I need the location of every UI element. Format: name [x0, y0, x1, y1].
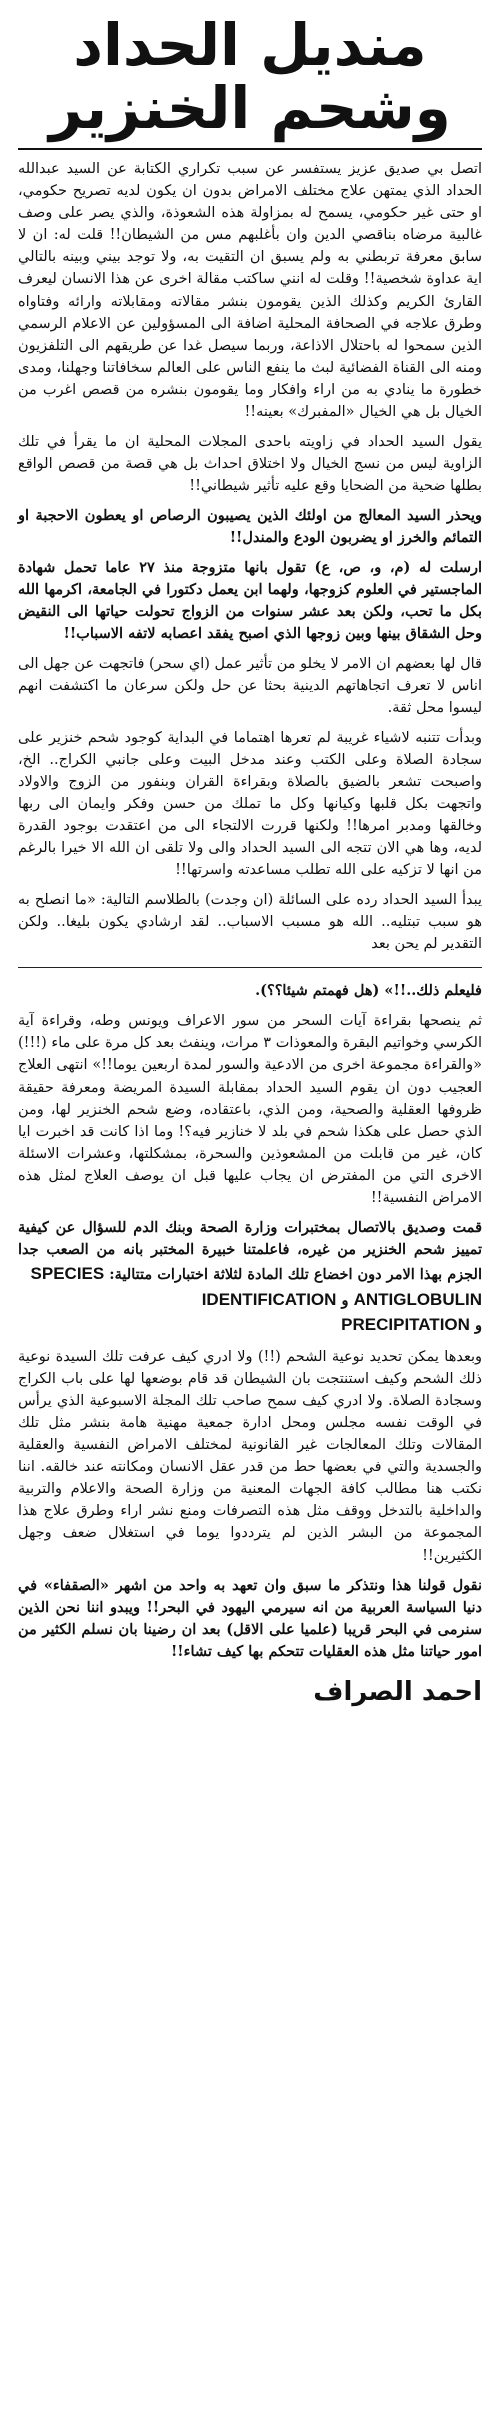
paragraph: ارسلت له (م، و، ص، ع) تقول بانها متزوجة منذ ٢٧ عاما تحمل شهادة الماجستير في العلوم كزوجها، ولهما ابن يعمل دكتورا في الجامعة، اكرمها الله بكل ما تحب، ولكن بعد عشر سنوات من الزواج تحولت حياتها الى النقيض وحل الشقاق بينها وبين زوجها الذي اصبح يفقد اعصابه لاتفه الاسباب!!: [18, 558, 482, 642]
paragraph: قال لها بعضهم ان الامر لا يخلو من تأثير عمل (اي سحر) فاتجهت عن جهل الى اناس لا تعرف اتجاهاتهم الدينية بحثا عن حل ولكن سرعان ما اكتشفت انهم ليسوا محل ثقة.: [18, 655, 482, 717]
test-antiglobulin: ANTIGLOBULIN: [353, 1289, 482, 1309]
test-identification: IDENTIFICATION: [201, 1289, 337, 1309]
paragraph: يقول السيد الحداد في زاويته باحدى المجلات المحلية ان ما يقرأ في تلك الزاوية ليس من نسج الخيال ولا اختلاق احداث بل هي قصة من قصص الواقع بطلها ضحية من الضحايا وقع عليه تأثير شيطاني!!: [18, 433, 482, 494]
headline-rule: [18, 148, 482, 150]
paragraph: وبدأت تتنبه لاشياء غريبة لم تعرها اهتماما في البداية كوجود شحم خنزير على سجادة الصلاة وعلى الكتب وعند مدخل البيت وعلى جانبي الكراج.. الخ، واصبحت تشعر بالضيق بالصلاة وبقراءة القران وبنفور من الزوج والاولاد واتجهت بكل قلبها وكيانها وكل ما تملك من حسن وفكر وايمان الى ربها وخالقها ومدبر امرها!! ولكنها قررت الالتجاء الى من اعتقدت بوجود القدرة لديه، وها هي الان تتجه الى السيد الحداد والى ولا تلقى ان الله الا خيرا بالرغم من انها لا تزكيه على الله تطلب مساعدته واسرتها!!: [18, 730, 482, 879]
paragraph: وبعدها يمكن تحديد نوعية الشحم (!!) ولا ادري كيف عرفت تلك السيدة نوعية ذلك الشحم وكيف استنتجت بان الشيطان قد قام بوضعها لها على باب الكراج وسجادة الصلاة. ولا ادري كيف سمح صاحب تلك المجلة الاسبوعية الذي يرأس في الوقت نفسه مجلس ومحل ادارة جمعية مهنية هامة بنشر مثل تلك المقالات وتلك المعالجات غير القانونية لمختلف الامراض النفسية والعقلية والجسدية والتي في بعضها حط من قدر عقل الانسان ومكانته عند خالقه. اننا نكتب هنا مطالب كافة الجهات المعنية من وزارة الصحة والاعلام والتربية والداخلية بالتدخل ووقف مثل هذه التصرفات ومنع نشر اراء وطرق علاج هذا المجموعة من البشر الذين لم يترددوا يوما في استغلال ضعف وجهل الكثيرين!!: [18, 1349, 482, 1564]
headline-line-2: وشحم الخنزير: [49, 74, 451, 143]
paragraph: يبدأ السيد الحداد رده على السائلة (ان وجدت) بالطلاسم التالية: «ما انصلح به هو سبب تبتليه.. الله هو مسبب الاسباب.. لقد ارشادي يكون بليغا.. ولكن التقدير لم يحن بعد: [18, 892, 482, 953]
paragraph-text: قمت وصديق بالاتصال بمختبرات وزارة الصحة وبنك الدم للسؤال عن كيفية تمييز شحم الخنزير من غيره، فاعلمتنا خبيرة المختبر بانه من الصعب جدا الجزم بهذا الامر دون اخضاع تلك المادة لثلاثة اختبارات متتالية:: [18, 1218, 482, 1283]
paragraph: فليعلم ذلك..!!» (هل فهمتم شيئا؟؟).: [255, 982, 482, 1000]
paragraph: [18, 1217, 482, 1339]
column-divider: [18, 967, 482, 968]
test-species: SPECIES: [30, 1263, 105, 1283]
test-precipitation: PRECIPITATION: [341, 1315, 470, 1335]
paragraph: نقول قولنا هذا ونتذكر ما سبق وان تعهد به واحد من اشهر «الصقفاء» في دنيا السياسة العربية من انه سيرمي اليهود في البحر!! ويبدو اننا نحن الذين سنرمى في البحر قريبا (علميا على الاقل) بعد ان رضينا بان نسلم الكثير من امور حياتنا مثل هذه العقليات تتحكم بها كيف تشاء!!: [18, 1576, 482, 1660]
conjunction: و: [341, 1291, 349, 1309]
article-body-bottom: [18, 980, 482, 1662]
paragraph: اتصل بي صديق عزيز يستفسر عن سبب تكراري الكتابة عن السيد عبدالله الحداد الذي يمتهن علاج مختلف الامراض بدون ان يكون لديه تصريح حكومي، او حتى غير حكومي، يسمح له بمزاولة هذه الشعوذة، والذي يصر على وصف غالبية مرضاه بناقصي الدين وان بأغلبهم مس من الشيطان!! قلت له: ان لا سابق معرفة تربطني به ولم يسبق ان التقيت به، ولا توجد بيني وبينه بالتالي اية عداوة شخصية!! وقلت له انني ساكتب مقالة اخرى عن هذا الانسان ليعرف القارئ الكريم وكذلك الذين يقومون بنشر مقالاته ومقابلاته وارائه وفتاواه وطرق علاجه في الصحافة المحلية اضافة الى المسؤولين عن الاعلام الرسمي الذين سمحوا له باحتلال الاذاعة، وربما سيصل غدا عن طريقهم الى التلفزيون ومنه الى القناة الفضائية لبث ما ينفع الناس على العالم سخافاتنا وجهلنا، ومدى خطورة ما ينادي به من اراء وافكار وما يقومون بنشره من قصص اغرب من الخيال بل هي الخيال «المفبرك» بعينه!!: [18, 161, 482, 420]
article-body-top: [18, 158, 482, 955]
paragraph: ثم ينصحها بقراءة آيات السحر من سور الاعراف ويونس وطه، وقراءة آية الكرسي وخواتيم البقرة والمعوذات ٣ مرات، وينفث بعد كل مرة على ماء (!!!) «والقراءة مجموعة اخرى من الادعية والسور لمدة اربعين يوما!!» انتهى العلاج العجيب دون ان يقوم السيد الحداد بمقابلة السيدة المريضة ومعرفة حقيقة ظروفها العقلية والصحية، ومن الذي، باعتقاده، وضع شحم الخنزير لها، ومن الذي حصل على هكذا شحم في بلد لا خنازير فيه؟! وما اذا كانت قد اخبرت ايا كان، غير من قابلت من المشعوذين والسحرة، بمشكلتها، وعشرات الاسئلة الاخرى التي من المفترض ان يجاب عليها قبل ان يوصف العلاج لمثل هذه الامراض النفسية!!: [18, 1013, 482, 1206]
conjunction: و: [474, 1317, 482, 1335]
author-byline: احمد الصراف: [313, 1676, 482, 1707]
headline-line-1: منديل الحداد: [73, 11, 427, 79]
paragraph: ويحذر السيد المعالج من اولئك الذين يصيبون الرصاص او يعطون الاحجبة او التمائم والخرز او يضربون الودع والمندل!!: [18, 506, 482, 546]
